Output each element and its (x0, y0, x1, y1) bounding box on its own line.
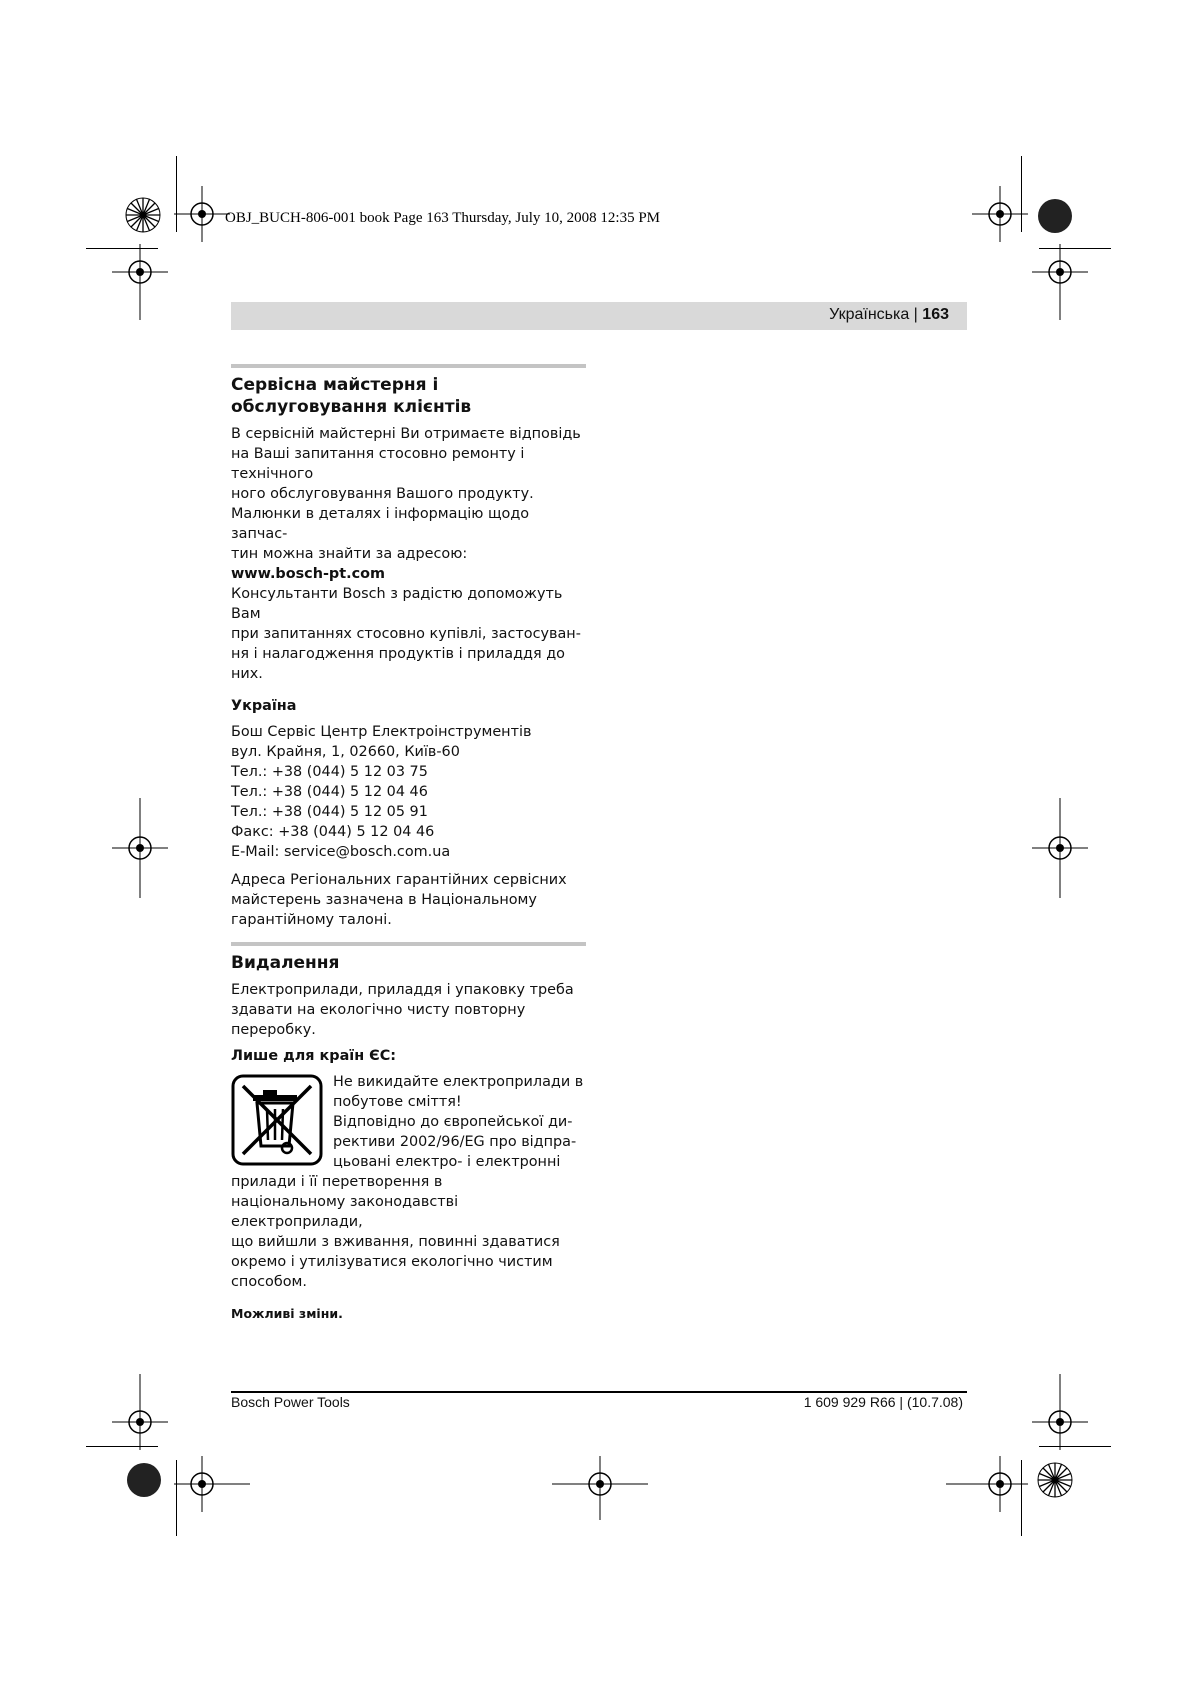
print-slug: OBJ_BUCH-806-001 book Page 163 Thursday, July 10, 2008 12:35 PM (225, 210, 661, 226)
text-line: на Ваші запитання стосовно ремонту і технічного (231, 446, 525, 482)
text-line: національному законодавстві електроприлади, (231, 1194, 459, 1230)
address-block (231, 722, 586, 862)
registration-target (1032, 1374, 1088, 1450)
text-line: побутове сміття! (333, 1094, 462, 1110)
address-line: вул. Крайня, 1, 02660, Київ-60 (231, 744, 460, 760)
page-header (231, 302, 967, 330)
text-line: майстерень зазначена в Національному (231, 892, 537, 908)
address-line: Тел.: +38 (044) 5 12 04 46 (231, 784, 428, 800)
text-line: ня і налагодження продуктів і приладдя до них. (231, 646, 565, 682)
registration-dot (127, 1463, 161, 1497)
crossed-out-wheelie-bin-icon (231, 1074, 323, 1166)
registration-target (174, 1456, 250, 1512)
text-line: гарантійному талоні. (231, 912, 392, 928)
regional-text (231, 870, 586, 930)
footer-brand: Bosch Power Tools (231, 1394, 350, 1410)
eu-block (231, 1072, 586, 1292)
text-line: Консультанти Bosch з радістю допоможуть Вам (231, 586, 563, 622)
registration-target (1032, 798, 1088, 898)
section-rule (231, 364, 586, 368)
country-heading: Україна (231, 698, 297, 714)
text-line: окремо і утилізуватися екологічно чистим (231, 1254, 553, 1270)
text-line: Малюнки в деталях і інформацію щодо запчас- (231, 506, 530, 542)
text-line: Електроприлади, приладдя і упаковку треба (231, 982, 574, 998)
registration-target (174, 186, 230, 242)
address-line: Факс: +38 (044) 5 12 04 46 (231, 824, 435, 840)
text-line: що вийшли з вживання, повинні здаватися (231, 1234, 560, 1250)
header-language: Українська | (829, 306, 918, 323)
text-line: цьовані електро- і електронні (333, 1154, 561, 1170)
text-line: здавати на екологічно чисту повторну (231, 1002, 526, 1018)
address-line: E-Mail: service@bosch.com.ua (231, 844, 451, 860)
consultants-text (231, 584, 586, 684)
main-column (231, 364, 586, 1324)
address-line: Тел.: +38 (044) 5 12 05 91 (231, 804, 428, 820)
registration-target (946, 1456, 1028, 1512)
registration-target (112, 244, 168, 320)
starburst-registration-icon (125, 197, 161, 233)
footer-doc-number: 1 609 929 R66 | (10.7.08) (803, 1394, 963, 1410)
registration-target (112, 798, 168, 898)
disposal-heading: Видалення (231, 953, 340, 973)
text-line: ного обслуговування Вашого продукту. (231, 486, 534, 502)
registration-dot (1038, 199, 1072, 233)
address-line: Бош Сервіс Центр Електроінструментів (231, 724, 532, 740)
registration-target (1032, 244, 1088, 320)
registration-target (972, 186, 1028, 242)
bosch-url-link[interactable]: www.bosch-pt.com (231, 566, 385, 582)
registration-target (112, 1374, 168, 1450)
service-text (231, 424, 586, 564)
service-heading: Сервісна майстерня і обслуговування клієнтів (231, 375, 472, 417)
text-line: переробку. (231, 1022, 316, 1038)
starburst-registration-icon (1037, 1462, 1073, 1498)
disposal-text (231, 980, 586, 1040)
text-line: Адреса Регіональних гарантійних сервісних (231, 872, 567, 888)
text-line: прилади і її перетворення в (231, 1174, 443, 1190)
header-label (829, 306, 949, 324)
section-rule (231, 942, 586, 946)
disposal-section (231, 942, 586, 1324)
text-line: Відповідно до європейської ди- (333, 1114, 573, 1130)
registration-target (552, 1456, 648, 1520)
address-line: Тел.: +38 (044) 5 12 03 75 (231, 764, 428, 780)
eu-heading: Лише для країн ЄС: (231, 1048, 397, 1064)
text-line: способом. (231, 1274, 307, 1290)
footer-rule (231, 1391, 967, 1393)
changes-note: Можливі зміни. (231, 1306, 343, 1321)
text-line: Не викидайте електроприлади в (333, 1074, 584, 1090)
text-line: тин можна знайти за адресою: (231, 546, 468, 562)
text-line: рективи 2002/96/EG про відпра- (333, 1134, 577, 1150)
text-line: при запитаннях стосовно купівлі, застосуван- (231, 626, 581, 642)
text-line: В сервісній майстерні Ви отримаєте відповідь (231, 426, 581, 442)
page-number: 163 (922, 306, 949, 323)
